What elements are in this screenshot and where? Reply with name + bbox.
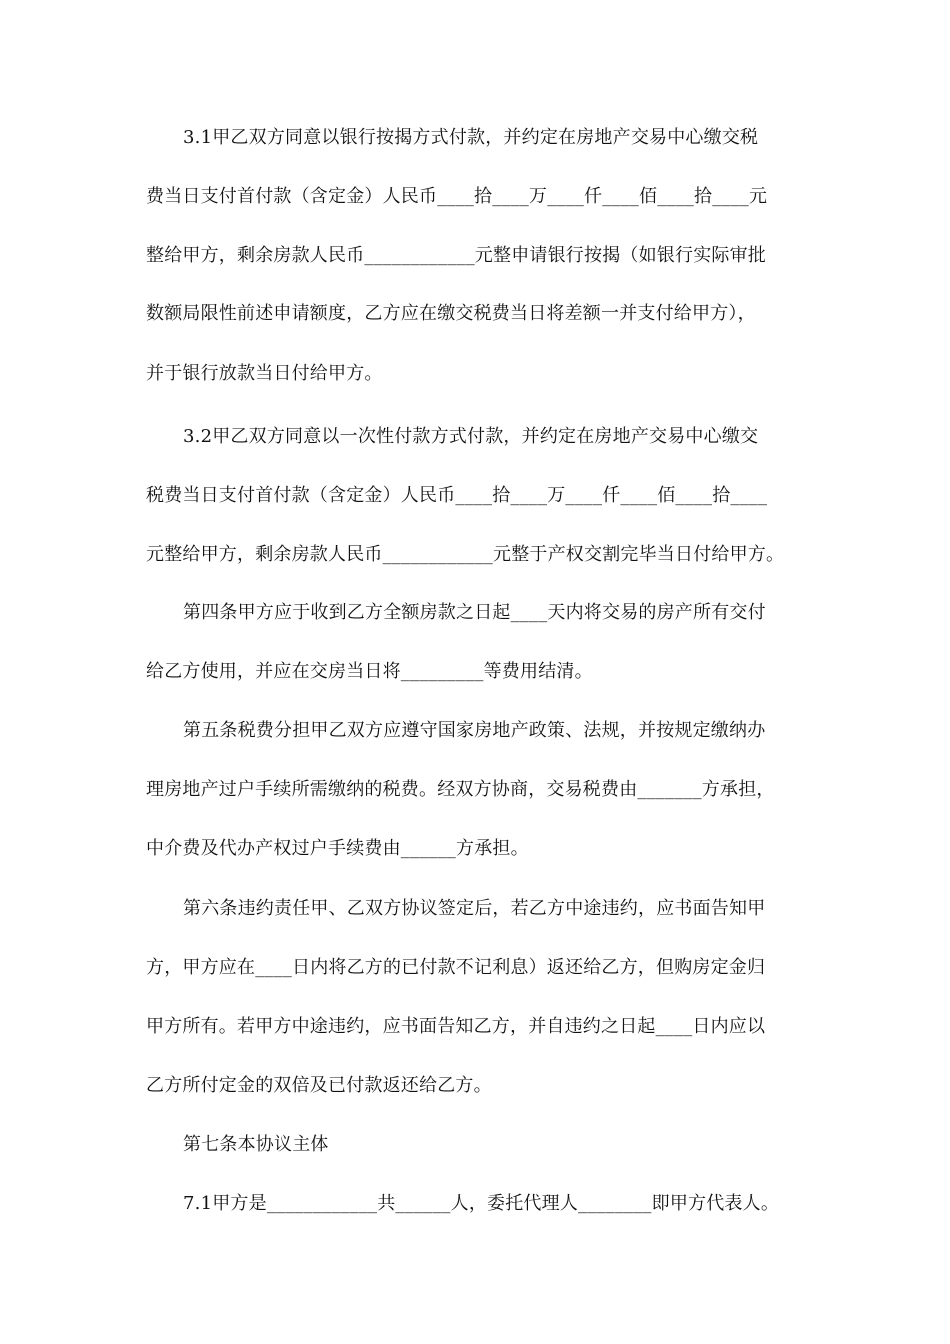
clause-3-1-line-2: 费当日支付首付款（含定金）人民币____拾____万____仟____佰____拾____元	[146, 186, 768, 207]
article-5-line-1: 第五条税费分担甲乙双方应遵守国家房地产政策、法规，并按规定缴纳办	[183, 720, 766, 741]
clause-3-2-line-1: 3.2甲乙双方同意以一次性付款方式付款，并约定在房地产交易中心缴交	[183, 426, 759, 447]
article-7-heading: 第七条本协议主体	[183, 1134, 329, 1155]
clause-3-1-line-4: 数额局限性前述申请额度，乙方应在缴交税费当日将差额一并支付给甲方），	[146, 303, 756, 324]
article-6-line-1: 第六条违约责任甲、乙双方协议签定后，若乙方中途违约，应书面告知甲	[183, 898, 766, 919]
article-5-line-2: 理房地产过户手续所需缴纳的税费。经双方协商，交易税费由_______方承担，	[146, 779, 775, 800]
article-4-line-1: 第四条甲方应于收到乙方全额房款之日起____天内将交易的房产所有交付	[183, 602, 766, 623]
clause-3-2-line-3: 元整给甲方，剩余房款人民币____________元整于产权交割完毕当日付给甲方。	[146, 544, 785, 565]
article-5-line-3: 中介费及代办产权过户手续费由______方承担。	[146, 838, 529, 859]
article-6-line-3: 甲方所有。若甲方中途违约，应书面告知乙方，并自违约之日起____日内应以	[146, 1016, 766, 1037]
clause-3-1-line-1: 3.1甲乙双方同意以银行按揭方式付款，并约定在房地产交易中心缴交税	[183, 127, 759, 148]
article-4-line-2: 给乙方使用，并应在交房当日将_________等费用结清。	[146, 661, 593, 682]
article-6-line-2: 方，甲方应在____日内将乙方的已付款不记利息）返还给乙方，但购房定金归	[146, 957, 766, 978]
clause-3-1-line-3: 整给甲方，剩余房款人民币____________元整申请银行按揭（如银行实际审批	[146, 245, 766, 266]
article-6-line-4: 乙方所付定金的双倍及已付款返还给乙方。	[146, 1075, 492, 1096]
clause-7-1-line-1: 7.1甲方是____________共______人，委托代理人________即甲方代表人。	[183, 1193, 780, 1214]
clause-3-2-line-2: 税费当日支付首付款（含定金）人民币____拾____万____仟____佰____拾____	[146, 485, 768, 506]
clause-3-1-line-5: 并于银行放款当日付给甲方。	[146, 363, 383, 384]
